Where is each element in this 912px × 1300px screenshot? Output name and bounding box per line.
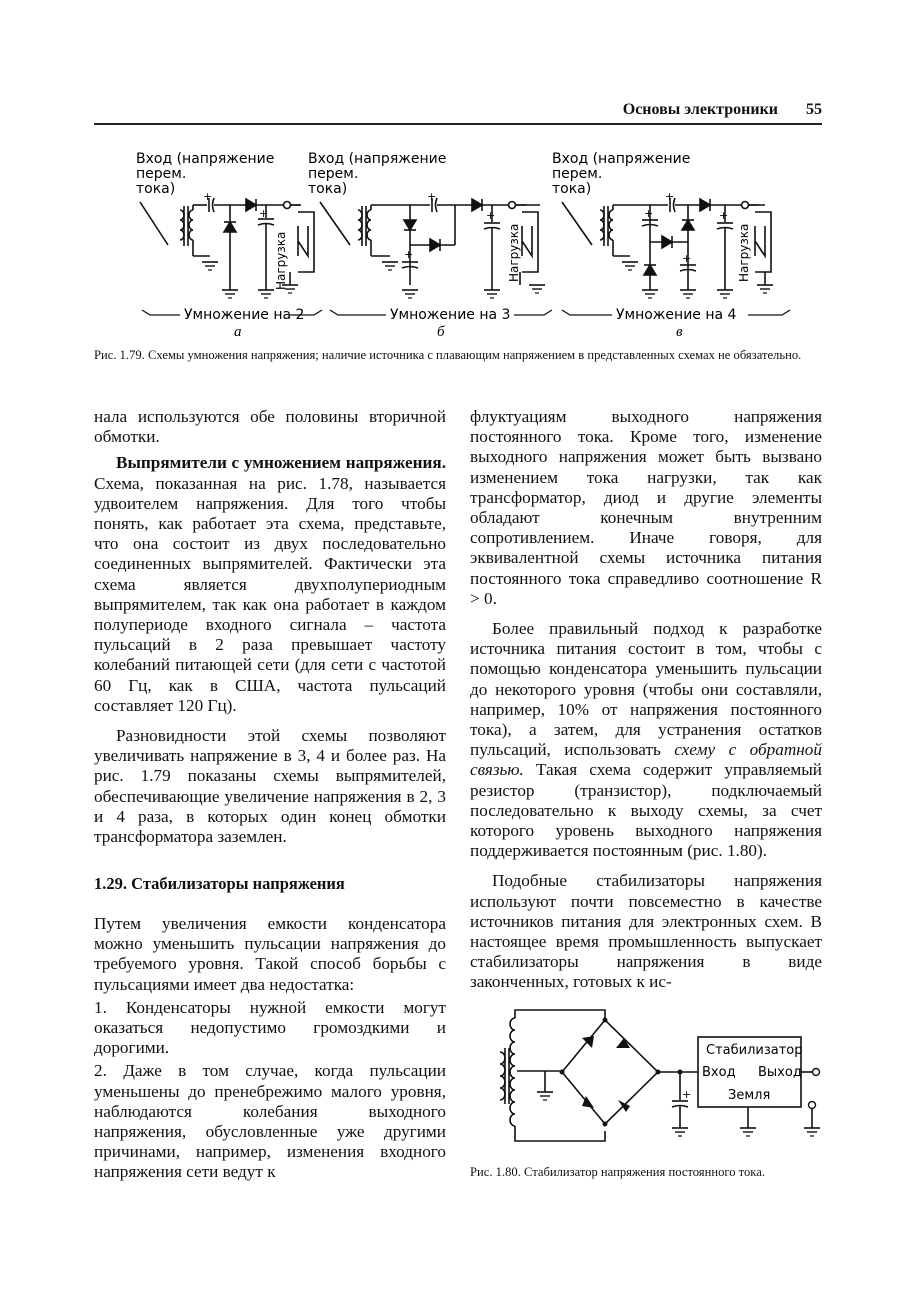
load-label-a: Нагрузка [274, 231, 288, 290]
svg-text:+: + [682, 1088, 692, 1101]
left-paragraph-4: Путем увеличения емкости конденсатора можно уменьшить пульсации напряжения до требуемого уровня. Такой способ борьбы с пульсациями имеет два недостатка: [94, 914, 446, 994]
right-paragraph-3: Подобные стабилизаторы напряжения используют почти повсеместно в качестве источников питания для электронных схем. В настоящее время промышленность выпускает стабилизаторы напряжения в виде законченных, готовых к ис- [470, 871, 822, 992]
svg-text:+: + [259, 207, 269, 220]
mult-label-c: Умножение на 4 [616, 307, 737, 323]
figure-1-79-caption: Рис. 1.79. Схемы умножения напряжения; наличие источника с плавающим напряжением в представленных схемах не обязательно. [94, 348, 802, 362]
input-label-c: Вход (напряжение перем. тока) [552, 151, 691, 197]
section-heading: 1.29. Стабилизаторы напряжения [94, 874, 345, 893]
page-number: 55 [806, 101, 822, 118]
letter-a: а [234, 324, 242, 340]
svg-text:+: + [682, 252, 692, 265]
svg-text:+: + [719, 209, 729, 222]
list-item-2: 2. Даже в том случае, когда пульсации уменьшены до пренебрежимо малого уровня, наблюдаются колебания выходного напряжения, обусловленные уже другими причинами, например, изменения входного напряжения сети ведут к [94, 1061, 446, 1182]
left-paragraph-1: нала используются обе половины вторичной обмотки. [94, 407, 446, 447]
svg-text:+: + [404, 248, 414, 261]
svg-text:+: + [203, 190, 213, 203]
load-label-c: Нагрузка [737, 223, 751, 282]
left-column [94, 407, 446, 847]
input-label-b: Вход (напряжение перем. тока) [308, 151, 447, 197]
right-paragraph-2: Более правильный подход к разработке источника питания состоит в том, чтобы с помощью конденсатора уменьшить пульсации до некоторого уровня (чтобы они составляли, например, 10% от напряжения постоянного тока), а затем, для устранения остатков пульсаций, использовать схему с обратной связью. Такая схема содержит управляемый резистор (транзистор), подключаемый последовательно к выходу схемы, за счет которого уровень выходного напряжения поддерживается постоянным (рис. 1.80). [470, 619, 822, 861]
regulator-input-label: Вход [702, 1065, 736, 1080]
input-label-a: Вход (напряжение перем. тока) [136, 151, 275, 197]
svg-text:+: + [665, 190, 675, 203]
left-paragraph-3: Разновидности этой схемы позволяют увеличивать напряжение в 3, 4 и более раз. На рис. 1.79 показаны схемы выпрямителей, обеспечивающие увеличение напряжения в 2, 3 и 4 раза, в которых один конец обмотки трансформатора заземлен. [94, 726, 446, 847]
list-item-1: 1. Конденсаторы нужной емкости могут оказаться недопустимо громоздкими и дорогими. [94, 997, 446, 1058]
svg-text:+: + [644, 207, 654, 220]
left-column-lower [94, 914, 446, 1183]
figure-1-80 [470, 1000, 830, 1160]
load-label-b: Нагрузка [507, 223, 521, 282]
figure-1-80-caption: Рис. 1.80. Стабилизатор напряжения постоянного тока. [470, 1165, 765, 1179]
regulator-title: Стабилизатор [706, 1043, 803, 1058]
svg-text:+: + [427, 190, 437, 203]
running-title: Основы электроники [622, 101, 778, 118]
svg-text:+: + [486, 209, 496, 222]
letter-b: б [437, 324, 445, 340]
right-column [470, 407, 822, 993]
regulator-output-label: Выход [758, 1065, 802, 1080]
figure-1-79 [0, 0, 912, 345]
regulator-ground-label: Земля [728, 1088, 771, 1103]
rectifier-heading: Выпрямители с умножением напряжения. [116, 453, 446, 473]
mult-label-b: Умножение на 3 [390, 307, 511, 323]
left-paragraph-2: Выпрямители с умножением напряжения. Схема, показанная на рис. 1.78, называется удвоителем напряжения. Для того чтобы понять, как работает эта схема, представьте, что она состоит из двух последовательно соединенных выпрямителей. Фактически эта схема является двухполупериодным выпрямителем, так как она работает в каждом полупериоде входного сигнала – частота пульсаций в 2 раза превышает частоту колебаний питающей сети (для сети с частотой 60 Гц, как в США, частота пульсаций составляет 120 Гц). [94, 453, 446, 715]
letter-c: в [676, 324, 683, 340]
mult-label-a: Умножение на 2 [184, 307, 305, 323]
right-paragraph-1: флуктуациям выходного напряжения постоянного тока. Кроме того, изменение выходного напряжения может быть вызвано изменением тока нагрузки, так как трансформатор, диод и другие элементы обладают конечным внутренним сопротивлением. Иначе говоря, для эквивалентной схемы источника питания постоянного тока справедливо соотношение R > 0. [470, 407, 822, 608]
